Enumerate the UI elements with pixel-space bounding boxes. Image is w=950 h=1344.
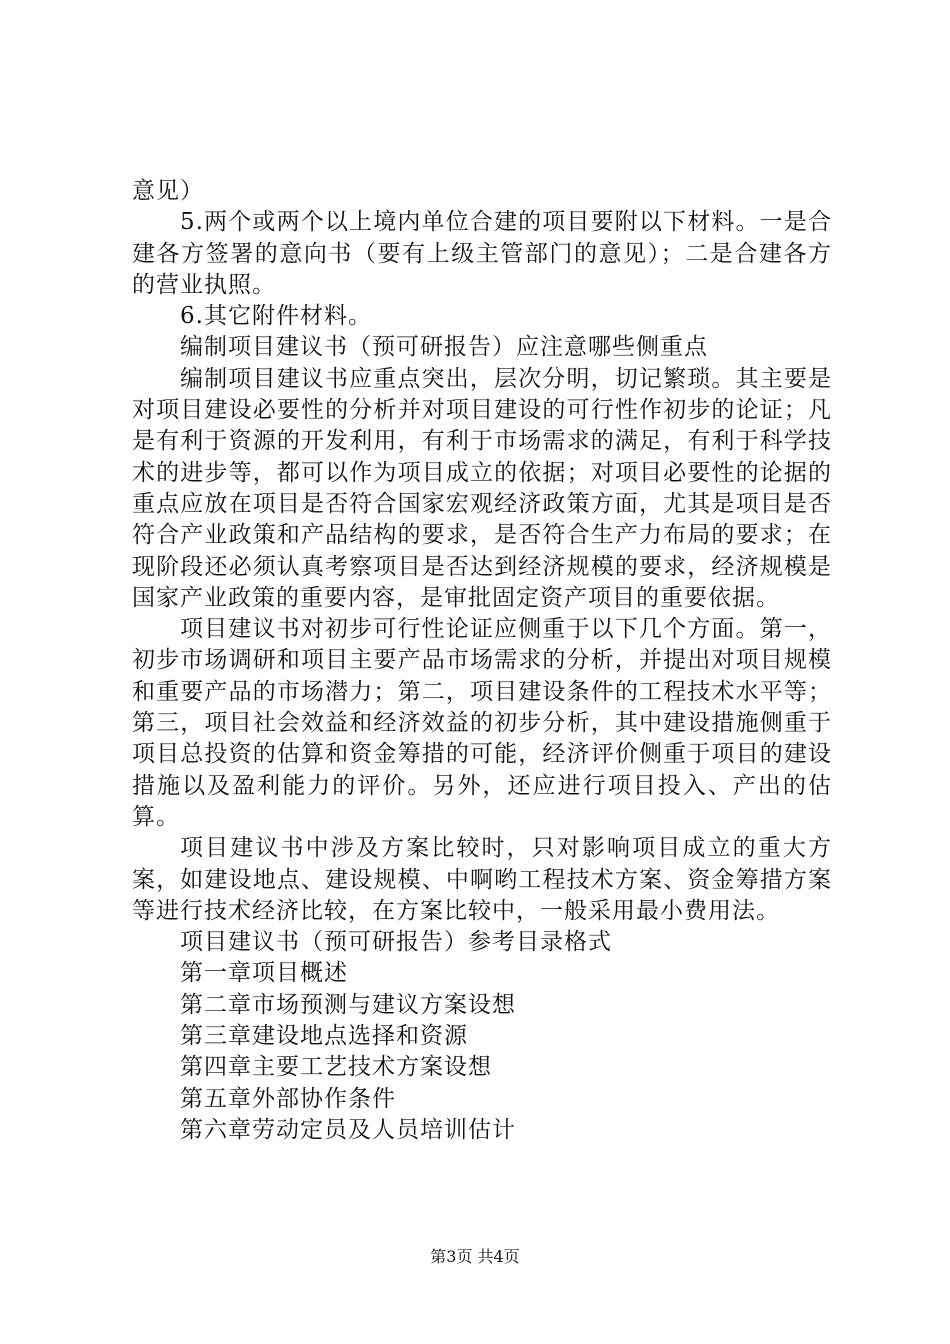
paragraph-item-5: 5.两个或两个以上境内单位合建的项目要附以下材料。一是合建各方签署的意向书（要有上级主管部门的意见）；二是合建各方的营业执照。 [132,209,832,298]
paragraph-opinion-tail: 意见） [132,178,204,204]
toc-chapter-5: 第五章外部协作条件 [180,1085,396,1112]
page-footer: 第3页 共4页 [430,1247,520,1266]
section-heading-focus: 编制项目建议书（预可研报告）应注意哪些侧重点 [180,334,708,361]
toc-chapter-2: 第二章市场预测与建议方案设想 [180,991,516,1018]
toc-chapter-3: 第三章建设地点选择和资源 [180,1023,468,1050]
toc-chapter-1: 第一章项目概述 [180,960,348,987]
document-body [132,176,832,1146]
section-heading-toc-format: 项目建议书（预可研报告）参考目录格式 [180,929,612,956]
paragraph-feasibility: 项目建议书对初步可行性论证应侧重于以下几个方面。第一，初步市场调研和项目主要产品市场需求的分析，并提出对项目规模和重要产品的市场潜力；第二，项目建设条件的工程技术水平等；第三，项目社会效益和经济效益的初步分析，其中建设措施侧重于项目总投资的估算和资金筹措的可能，经济评价侧重于项目的建设措施以及盈利能力的评价。另外，还应进行项目投入、产出的估算。 [132,616,832,830]
paragraph-item-6: 6.其它附件材料。 [180,303,372,330]
paragraph-plan-comparison: 项目建议书中涉及方案比较时，只对影响项目成立的重大方案，如建设地点、建设规模、中啊哟工程技术方案、资金筹措方案等进行技术经济比较，在方案比较中，一般采用最小费用法。 [132,835,832,924]
toc-chapter-6: 第六章劳动定员及人员培训估计 [180,1116,516,1143]
toc-chapter-4: 第四章主要工艺技术方案设想 [180,1054,492,1081]
paragraph-focus-body: 编制项目建议书应重点突出，层次分明，切记繁琐。其主要是对项目建设必要性的分析并对项目建设的可行性作初步的论证；凡是有利于资源的开发利用，有利于市场需求的满足，有利于科学技术的进步等，都可以作为项目成立的依据；对项目必要性的论据的重点应放在项目是否符合国家宏观经济政策方面，尤其是项目是否符合产业政策和产品结构的要求，是否符合生产力布局的要求；在现阶段还必须认真考察项目是否达到经济规模的要求，经济规模是国家产业政策的重要内容，是审批固定资产项目的重要依据。 [132,365,832,611]
